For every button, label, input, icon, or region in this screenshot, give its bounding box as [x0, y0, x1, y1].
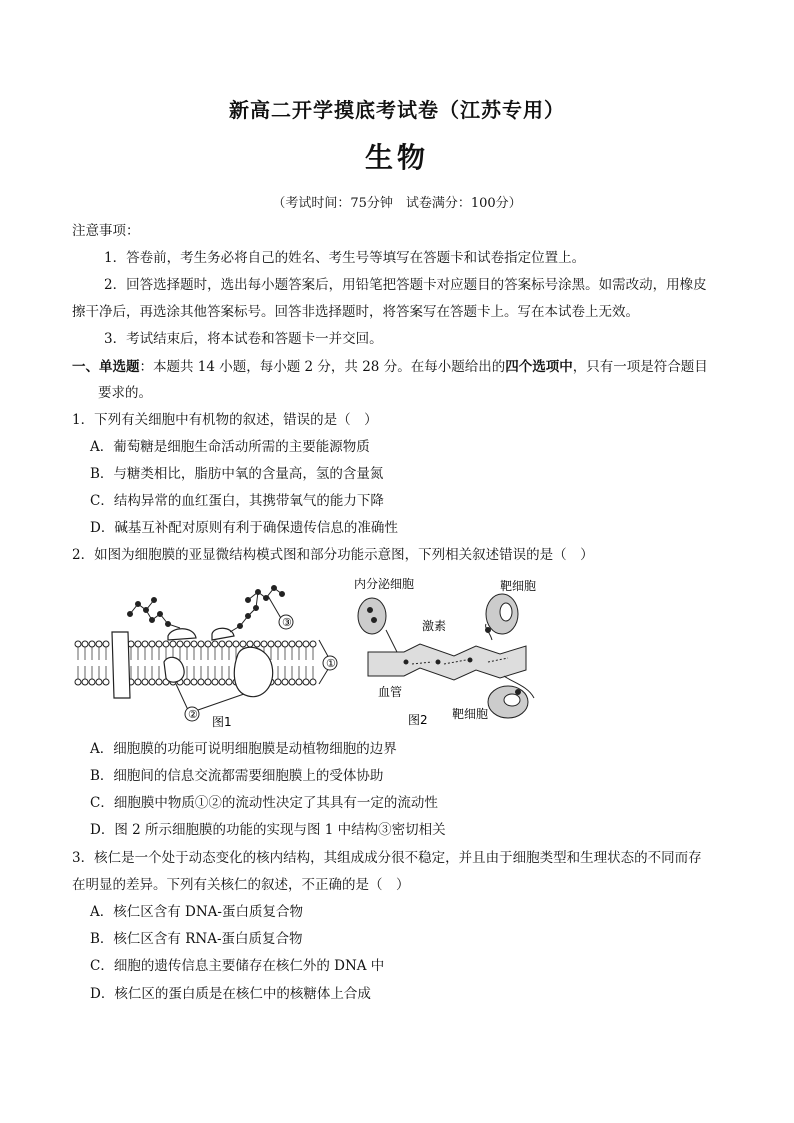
- embedded-protein: [164, 657, 184, 682]
- answer-option[interactable]: B．与糖类相比，脂肪中氧的含量高，氢的含量氮: [90, 466, 384, 482]
- question-stem: 3．核仁是一个处于动态变化的核内结构，其组成成分很不稳定，并且由于细胞类型和生理状态的不同而存: [72, 850, 702, 866]
- label-3: ③: [282, 616, 292, 629]
- question-stem: 2．如图为细胞膜的亚显微结构模式图和部分功能示意图，下列相关叙述错误的是（ ）: [72, 547, 594, 563]
- label-pointer: [268, 596, 282, 620]
- answer-option[interactable]: B．核仁区含有 RNA-蛋白质复合物: [90, 931, 303, 947]
- membrane-figure: [72, 574, 732, 734]
- large-protein: [234, 647, 272, 696]
- hormone-label: 激素: [422, 619, 447, 633]
- glycoprotein-chain: [128, 586, 285, 633]
- question-stem: 在明显的差异。下列有关核仁的叙述，不正确的是（ ）: [72, 877, 410, 893]
- answer-option[interactable]: A．核仁区含有 DNA-蛋白质复合物: [90, 904, 303, 920]
- note-item: 擦干净后，再选涂其他答案标号。回答非选择题时，将答案写在答题卡上。写在本试卷上无效。: [72, 304, 639, 320]
- subject-title: 生物: [364, 141, 429, 174]
- exam-info: （考试时间：75分钟 试卷满分：100分）: [272, 196, 522, 211]
- surface-protein: [168, 629, 196, 640]
- note-item: 2．回答选择题时，选出每小题答案后，用铅笔把答题卡对应题目的答案标号涂黑。如需改动，用橡皮: [104, 277, 707, 293]
- section-text: ，只有一项是符合题目: [572, 359, 708, 375]
- target-cell-top-label: 靶细胞: [500, 579, 537, 593]
- surface-protein: [212, 628, 234, 640]
- notes-heading: 注意事项：: [72, 223, 140, 239]
- section-text-continued: 要求的。: [98, 385, 152, 401]
- blood-vessel-label: 血管: [378, 685, 403, 699]
- answer-option[interactable]: A．细胞膜的功能可说明细胞膜是动植物细胞的边界: [90, 741, 397, 757]
- answer-option[interactable]: B．细胞间的信息交流都需要细胞膜上的受体协助: [90, 768, 384, 784]
- membrane-diagram: [75, 586, 337, 722]
- section-label: 一、单选题: [72, 359, 140, 375]
- endocrine-cell-label: 内分泌细胞: [354, 577, 415, 591]
- answer-option[interactable]: C．细胞膜中物质①②的流动性决定了其具有一定的流动性: [90, 795, 438, 811]
- lipid-heads-top: [75, 641, 316, 647]
- label-1: ①: [326, 657, 336, 670]
- channel-protein: [112, 632, 130, 698]
- lipid-heads-bottom: [75, 679, 316, 685]
- blood-vessel: [368, 644, 526, 680]
- answer-option[interactable]: D．图 2 所示细胞膜的功能的实现与图 1 中结构③密切相关: [90, 822, 446, 838]
- note-item: 1．答卷前，考生务必将自己的姓名、考生号等填写在答题卡和试卷指定位置上。: [104, 250, 586, 266]
- section-text-bold: 四个选项中: [505, 359, 573, 375]
- target-cell-bottom-label: 靶细胞: [452, 707, 489, 721]
- answer-option[interactable]: D．碱基互补配对原则有利于确保遗传信息的准确性: [90, 520, 398, 536]
- endocrine-cell: [358, 598, 386, 634]
- answer-option[interactable]: C．细胞的遗传信息主要储存在核仁外的 DNA 中: [90, 958, 385, 974]
- section-heading: [72, 358, 708, 376]
- answer-option[interactable]: A．葡萄糖是细胞生命活动所需的主要能源物质: [90, 439, 370, 455]
- note-item: 3．考试结束后，将本试卷和答题卡一并交回。: [104, 331, 383, 347]
- signaling-diagram: [358, 594, 534, 718]
- question-stem: 1．下列有关细胞中有机物的叙述，错误的是（ ）: [72, 412, 378, 428]
- answer-option[interactable]: C．结构异常的血红蛋白，其携带氧气的能力下降: [90, 493, 384, 509]
- label-2: ②: [188, 708, 198, 721]
- section-text: ：本题共 14 小题，每小题 2 分，共 28 分。在每小题给出的: [139, 359, 506, 375]
- label-pointer: [176, 684, 244, 710]
- exam-title: 新高二开学摸底考试卷（江苏专用）: [229, 98, 565, 122]
- answer-option[interactable]: D．核仁区的蛋白质是在核仁中的核糖体上合成: [90, 986, 371, 1002]
- fig2-caption: 图2: [408, 713, 428, 727]
- fig1-caption: 图1: [212, 715, 232, 729]
